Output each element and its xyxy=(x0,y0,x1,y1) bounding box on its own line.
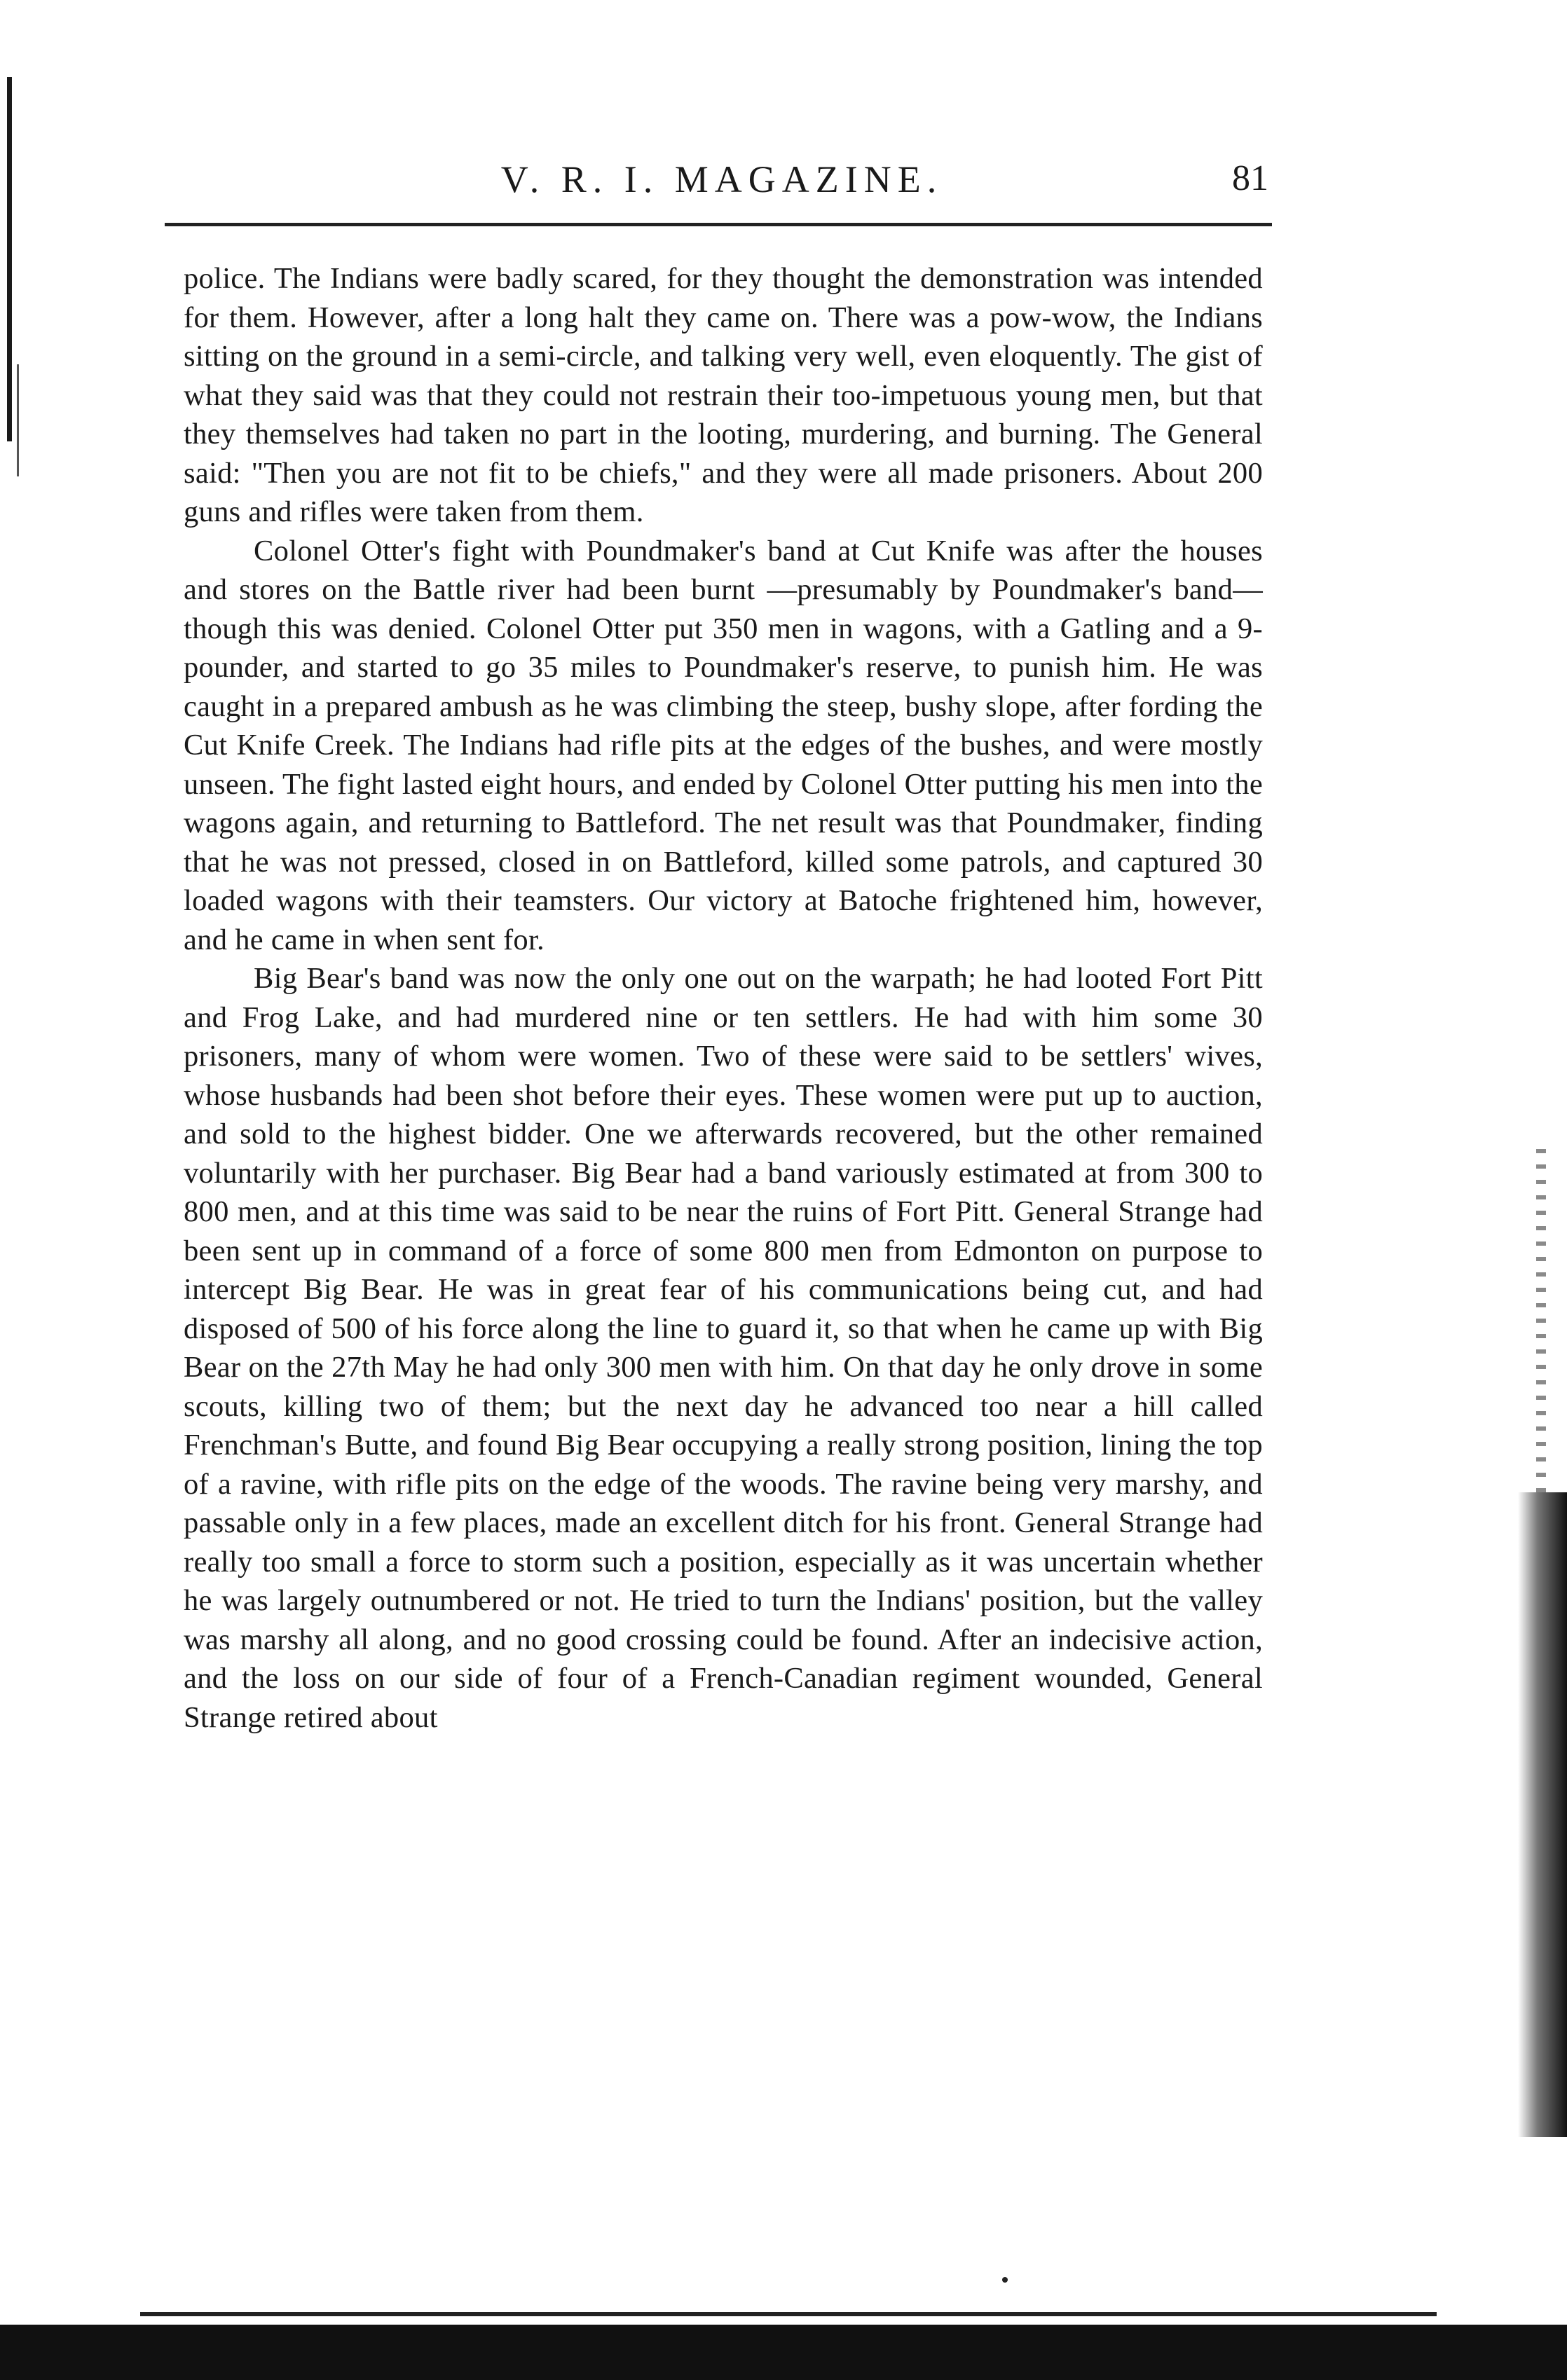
ink-dot xyxy=(1002,2277,1008,2283)
page-number: 81 xyxy=(1232,158,1268,198)
article-body xyxy=(184,259,1263,1737)
running-title: V. R. I. MAGAZINE. xyxy=(500,158,943,200)
scan-bar-bottom xyxy=(0,2325,1567,2380)
paragraph: police. The Indians were badly scared, for they thought the demonstration was intended for them. However, after a long halt they came on. There was a pow-wow, the Indians sitting on the ground in a semi-circle, and talking very well, even eloquently. The gist of what they said was that they could not restrain their too-impetuous young men, but that they themselves had taken no part in the looting, murdering, and burning. The General said: "Then you are not fit to be chiefs," and they were all made prisoners. About 200 guns and rifles were taken from them. xyxy=(184,262,1263,528)
paragraph: Big Bear's band was now the only one out on the warpath; he had looted Fort Pitt and Frog Lake, and had murdered nine or ten settlers. He had with him some 30 prisoners, many of whom were women. Two of these were said to be settlers' wives, whose husbands had been shot before their eyes. These women were put up to auction, and sold to the highest bidder. One we afterwards recovered, but the other remained voluntarily with her purchaser. Big Bear had a band variously estimated at from 300 to 800 men, and at this time was said to be near the ruins of Fort Pitt. General Strange had been sent up in command of a force of some 800 men from Edmonton on purpose to intercept Big Bear. He was in great fear of his communications being cut, and had disposed of 500 of his force along the line to guard it, so that when he came up with Big Bear on the 27th May he had only 300 men with him. On that day he only drove in some scouts, killing two of them; but the next day he advanced too near a hill called Frenchman's Butte, and found Big Bear occupying a really strong position, lining the top of a ravine, with rifle pits on the edge of the woods. The ravine being very marshy, and passable only in a few places, made an excellent ditch for his front. General Strange had really too small a force to storm such a position, especially as it was uncertain whether he was largely outnumbered or not. He tried to turn the Indians' position, but the valley was marshy all along, and no good crossing could be found. After an indecisive action, and the loss on our side of four of a French-Canadian regiment wounded, General Strange retired about xyxy=(184,962,1263,1734)
scan-bottom-rule xyxy=(140,2312,1437,2316)
scan-edge-left-faint xyxy=(17,364,19,476)
paragraph: Colonel Otter's fight with Poundmaker's band at Cut Knife was after the houses and stores on the Battle river had been burnt —presumably by Poundmaker's band—though this was denied. Colonel Otter put 350 men in wagons, with a Gatling and a 9-pounder, and started to go 35 miles to Poundmaker's reserve, to punish him. He was caught in a prepared ambush as he was climbing the steep, bushy slope, after fording the Cut Knife Creek. The Indians had rifle pits at the edges of the bushes, and were mostly unseen. The fight lasted eight hours, and ended by Colonel Otter putting his men into the wagons again, and returning to Battleford. The net result was that Poundmaker, finding that he was not pressed, closed in on Battleford, killed some patrols, and captured 30 loaded wagons with their teamsters. Our victory at Batoche frightened him, however, and he came in when sent for. xyxy=(184,534,1263,956)
scan-edge-left xyxy=(7,77,12,441)
header-rule xyxy=(165,223,1272,226)
page-header xyxy=(175,158,1268,214)
scan-bar-right xyxy=(1518,1492,1567,2137)
